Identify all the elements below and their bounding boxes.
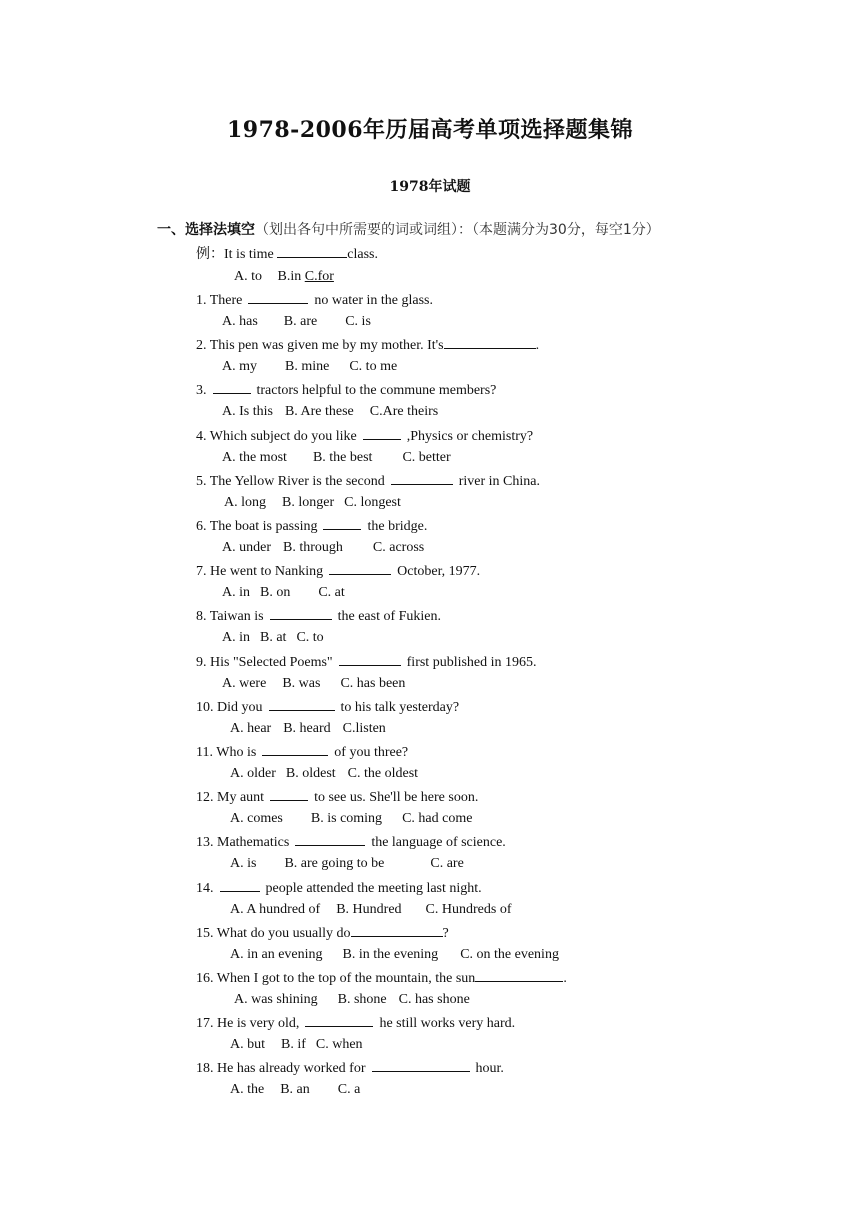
question-stem <box>196 335 539 355</box>
answer-blank <box>248 290 308 304</box>
option-b: B. shone <box>337 992 387 1007</box>
option-c: C. across <box>372 540 425 555</box>
question-text-before: 10. Did you <box>196 700 263 715</box>
question-options <box>222 358 397 376</box>
option-c: C. to <box>296 630 324 645</box>
question-text-before: 18. He has already worked for <box>196 1061 366 1076</box>
section-year-heading: 1978年试题 <box>389 179 471 195</box>
example-stem <box>196 244 378 264</box>
question-text-before: 13. Mathematics <box>196 835 290 850</box>
question-text-before: 16. When I got to the top of the mountain, the sun <box>196 971 476 986</box>
page-title: 1978-2006年历届高考单项选择题集锦 <box>226 117 634 143</box>
question-stem <box>196 516 427 536</box>
answer-blank <box>351 923 443 937</box>
question-text-after: . <box>535 338 540 353</box>
question-text-after: the east of Fukien. <box>337 609 442 624</box>
option-b: B. oldest <box>285 766 336 781</box>
answer-blank <box>269 697 335 711</box>
question-options <box>230 855 464 873</box>
option-a: A. is <box>230 856 257 871</box>
question-text-after: no water in the glass. <box>314 293 433 308</box>
option-c: C. a <box>337 1082 361 1097</box>
question-options <box>222 584 345 602</box>
option-b: B. through <box>283 540 343 555</box>
option-c: C. better <box>402 450 451 465</box>
option-c: C. on the evening <box>460 947 559 962</box>
question-options <box>234 991 470 1009</box>
option-a: A. A hundred of <box>230 902 321 917</box>
option-a: A. under <box>222 540 271 555</box>
question-text-after: hour. <box>475 1061 504 1076</box>
option-b: B. on <box>260 585 291 600</box>
example-before: It is time <box>224 247 274 262</box>
question-options <box>222 629 324 647</box>
option-a: A. comes <box>230 811 283 826</box>
answer-blank <box>475 968 563 982</box>
option-c: C. at <box>318 585 345 600</box>
question-options <box>222 539 424 557</box>
question-options <box>222 403 438 421</box>
option-b: B. Hundred <box>336 902 402 917</box>
option-c: C. had come <box>402 811 473 826</box>
question-text-after: people attended the meeting last night. <box>265 881 482 896</box>
question-options <box>222 675 405 693</box>
option-a: A. in an evening <box>230 947 323 962</box>
question-text-before: 1. There <box>196 293 243 308</box>
option-c: C. when <box>315 1037 363 1052</box>
question-stem <box>196 742 408 762</box>
question-text-after: the bridge. <box>367 519 428 534</box>
question-text-before: 17. He is very old, <box>196 1016 300 1031</box>
question-text-before: 2. This pen was given me by my mother. It's <box>196 338 444 353</box>
question-text-after: ,Physics or chemistry? <box>406 429 534 444</box>
question-stem <box>196 878 482 898</box>
answer-blank <box>295 832 365 846</box>
question-text-after: he still works very hard. <box>379 1016 516 1031</box>
option-a: A. Is this <box>222 404 273 419</box>
option-c: C.listen <box>342 721 386 736</box>
answer-blank <box>213 380 251 394</box>
example-option-c: C.for <box>304 269 334 284</box>
question-text-after: October, 1977. <box>397 564 481 579</box>
option-b: B. is coming <box>310 811 383 826</box>
option-a: A. the <box>230 1082 265 1097</box>
option-b: B. an <box>280 1082 310 1097</box>
option-c: C. is <box>345 314 371 329</box>
option-a: A. but <box>230 1037 265 1052</box>
question-stem <box>196 380 496 400</box>
answer-blank <box>391 471 453 485</box>
answer-blank <box>277 244 347 258</box>
answer-blank <box>372 1058 470 1072</box>
question-options <box>230 810 472 828</box>
question-options <box>224 494 401 512</box>
question-text-after: river in China. <box>458 474 540 489</box>
question-stem <box>196 290 433 310</box>
answer-blank <box>220 878 260 892</box>
example-option-a: A. to <box>234 269 262 284</box>
option-b: B. are going to be <box>284 856 385 871</box>
section-number: 一、选择法填空 <box>157 222 255 238</box>
question-text-before: 3. <box>196 383 207 398</box>
question-text-after: tractors helpful to the commune members? <box>256 383 497 398</box>
question-text-before: 7. He went to Nanking <box>196 564 324 579</box>
option-a: A. in <box>222 630 250 645</box>
question-stem <box>196 1058 504 1078</box>
answer-blank <box>363 426 401 440</box>
question-stem <box>196 1013 515 1033</box>
question-text-after: ? <box>442 926 449 941</box>
question-text-after: . <box>563 971 567 986</box>
question-options <box>230 720 386 738</box>
option-b: B. heard <box>283 721 331 736</box>
question-text-before: 14. <box>196 881 214 896</box>
option-a: A. were <box>222 676 267 691</box>
question-stem <box>196 426 533 446</box>
question-text-after: the language of science. <box>371 835 506 850</box>
example-option-b: B.in <box>277 269 302 284</box>
question-stem <box>196 606 441 626</box>
option-c: C. to me <box>349 359 398 374</box>
question-options <box>222 449 451 467</box>
option-c: C. has been <box>340 676 406 691</box>
question-text-after: first published in 1965. <box>406 655 537 670</box>
answer-blank <box>323 516 361 530</box>
option-b: B. longer <box>282 495 335 510</box>
option-a: A. in <box>222 585 250 600</box>
answer-blank <box>270 606 332 620</box>
option-b: B. if <box>281 1037 306 1052</box>
question-options <box>230 1081 360 1099</box>
question-options <box>222 313 371 331</box>
question-options <box>230 765 418 783</box>
answer-blank <box>444 335 536 349</box>
question-text-before: 11. Who is <box>196 745 257 760</box>
option-c: C. longest <box>344 495 401 510</box>
answer-blank <box>339 652 401 666</box>
answer-blank <box>270 787 308 801</box>
question-stem <box>196 832 506 852</box>
option-a: A. hear <box>230 721 272 736</box>
option-b: B. at <box>260 630 287 645</box>
option-a: A. has <box>222 314 258 329</box>
option-b: B. are <box>283 314 318 329</box>
option-c: C. Hundreds of <box>425 902 512 917</box>
section-note: （划出各句中所需要的词或词组）：（本题满分为30分，每空1分） <box>255 222 660 238</box>
question-stem <box>196 697 459 717</box>
answer-blank <box>262 742 328 756</box>
option-a: A. was shining <box>234 992 318 1007</box>
example-options <box>234 268 334 286</box>
question-text-after: of you three? <box>334 745 409 760</box>
option-a: A. the most <box>222 450 287 465</box>
question-text-before: 12. My aunt <box>196 790 265 805</box>
question-text-before: 4. Which subject do you like <box>196 429 357 444</box>
answer-blank <box>305 1013 373 1027</box>
option-c: C. are <box>430 856 464 871</box>
question-options <box>230 946 559 964</box>
option-a: A. long <box>224 495 266 510</box>
answer-blank <box>329 561 391 575</box>
question-text-before: 8. Taiwan is <box>196 609 264 624</box>
question-text-before: 9. His "Selected Poems" <box>196 655 333 670</box>
option-b: B. was <box>282 676 321 691</box>
example-after: class. <box>347 247 378 262</box>
question-stem <box>196 923 449 943</box>
question-stem <box>196 561 480 581</box>
question-stem <box>196 787 478 807</box>
option-b: B. in the evening <box>342 947 439 962</box>
option-b: B. mine <box>285 359 330 374</box>
option-c: C. has shone <box>398 992 470 1007</box>
option-a: A. older <box>230 766 276 781</box>
option-b: B. Are these <box>284 404 354 419</box>
option-b: B. the best <box>312 450 373 465</box>
question-options <box>230 901 511 919</box>
question-text-before: 6. The boat is passing <box>196 519 318 534</box>
question-text-before: 5. The Yellow River is the second <box>196 474 385 489</box>
question-stem <box>196 471 540 491</box>
option-c: C. the oldest <box>347 766 419 781</box>
option-a: A. my <box>222 359 257 374</box>
question-options <box>230 1036 363 1054</box>
question-text-after: to his talk yesterday? <box>340 700 460 715</box>
question-stem <box>196 652 537 672</box>
question-text-after: to see us. She'll be here soon. <box>314 790 479 805</box>
question-text-before: 15. What do you usually do <box>196 926 351 941</box>
example-prefix: 例： <box>196 246 224 262</box>
option-c: C.Are theirs <box>369 404 439 419</box>
question-stem <box>196 968 567 988</box>
section-heading <box>157 219 660 239</box>
